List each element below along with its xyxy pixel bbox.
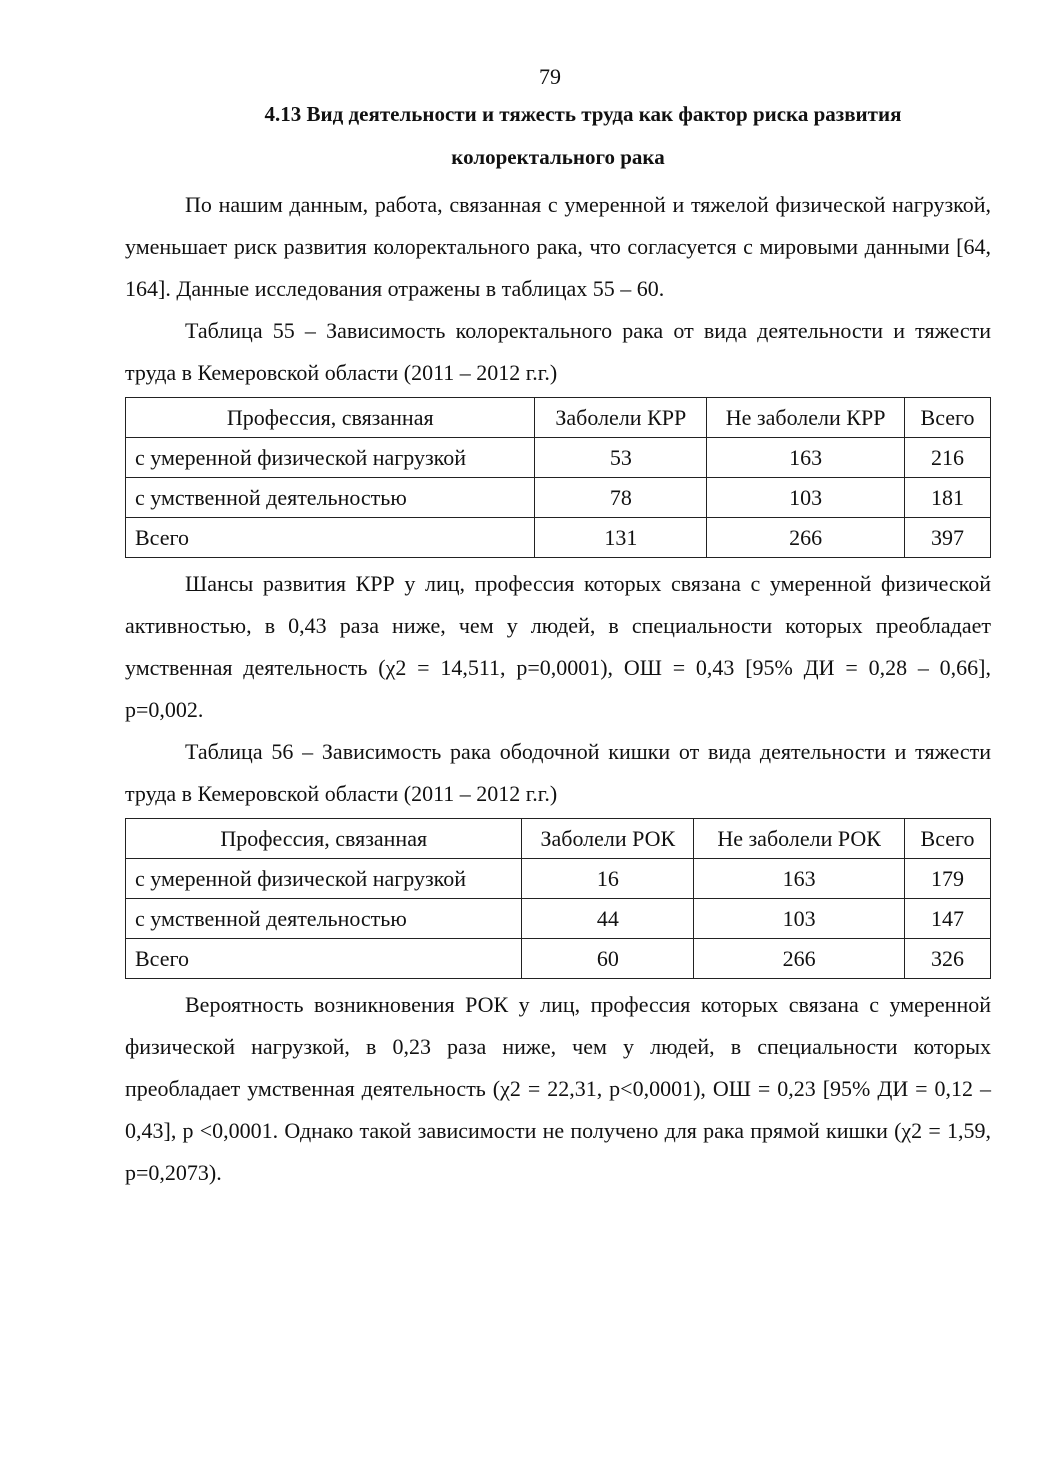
intro-text: По нашим данным, работа, связанная с умеренной и тяжелой физической нагрузкой, уменьшает риск развития колоректального рака, что согласуется с мировыми данными [64, 164]. Данные исследования отражены в таблицах 55 – 60.: [125, 192, 991, 301]
column-header: Профессия, связанная: [126, 398, 535, 438]
table-cell: 266: [694, 939, 905, 979]
table-cell: 163: [694, 859, 905, 899]
table-55-caption-text: Таблица 55 – Зависимость колоректального рака от вида деятельности и тяжести труда в Кемеровской области (2011 – 2012 г.г.): [125, 318, 991, 385]
table-cell: 103: [694, 899, 905, 939]
table-56-conclusion-text: Вероятность возникновения РОК у лиц, профессия которых связана с умеренной физической нагрузкой, в 0,23 раза ниже, чем у людей, в специальности которых преобладает умственная деятельность (χ2 = 22,31, p<0,0001), ОШ = 0,23 [95% ДИ = 0,12 – 0,43], р <0,0001. Однако такой зависимости не получено для рака прямой кишки (χ2 = 1,59, p=0,2073).: [125, 992, 991, 1185]
table-cell: 179: [905, 859, 991, 899]
section-heading-line-2: колоректального рака: [451, 145, 665, 169]
table-cell: с умеренной физической нагрузкой: [126, 859, 522, 899]
table-56-caption: [125, 731, 991, 815]
table-55-caption: [125, 310, 991, 394]
table-cell: 53: [535, 438, 707, 478]
table-row: [126, 899, 991, 939]
table-row: [126, 438, 991, 478]
column-header: Всего: [905, 398, 991, 438]
table-cell: 60: [522, 939, 694, 979]
column-header: Не заболели РОК: [694, 819, 905, 859]
column-header: Не заболели КРР: [707, 398, 905, 438]
table-cell: 103: [707, 478, 905, 518]
table-cell: Всего: [126, 518, 535, 558]
table-cell: 78: [535, 478, 707, 518]
table-cell: с умственной деятельностью: [126, 899, 522, 939]
table-row: [126, 939, 991, 979]
table-row: [126, 478, 991, 518]
table-55-conclusion: [125, 563, 991, 731]
column-header: Заболели РОК: [522, 819, 694, 859]
column-header: Всего: [905, 819, 991, 859]
table-56-conclusion: [125, 984, 991, 1194]
table-cell: 16: [522, 859, 694, 899]
section-heading-line-1: 4.13 Вид деятельности и тяжесть труда как фактор риска развития: [264, 102, 902, 126]
table-cell: 163: [707, 438, 905, 478]
table-56-caption-text: Таблица 56 – Зависимость рака ободочной кишки от вида деятельности и тяжести труда в Кемеровской области (2011 – 2012 г.г.): [125, 739, 991, 806]
table-cell: 397: [905, 518, 991, 558]
table-55-conclusion-text: Шансы развития КРР у лиц, профессия которых связана с умеренной физической активностью, в 0,43 раза ниже, чем у людей, в специальности которых преобладает умственная деятельность (χ2 = 14,511, p=0,0001), ОШ = 0,43 [95% ДИ = 0,28 – 0,66], p=0,002.: [125, 571, 991, 722]
column-header: Заболели КРР: [535, 398, 707, 438]
table-cell: 181: [905, 478, 991, 518]
table-cell: 216: [905, 438, 991, 478]
table-row: [126, 859, 991, 899]
column-header: Профессия, связанная: [126, 819, 522, 859]
table-55: [125, 397, 991, 558]
table-header-row: [126, 398, 991, 438]
table-cell: с умеренной физической нагрузкой: [126, 438, 535, 478]
intro-paragraph: [125, 184, 991, 310]
table-cell: 147: [905, 899, 991, 939]
table-cell: 266: [707, 518, 905, 558]
table-row: [126, 518, 991, 558]
table-cell: 131: [535, 518, 707, 558]
table-56: [125, 818, 991, 979]
table-cell: с умственной деятельностью: [126, 478, 535, 518]
table-cell: Всего: [126, 939, 522, 979]
table-cell: 326: [905, 939, 991, 979]
table-header-row: [126, 819, 991, 859]
table-cell: 44: [522, 899, 694, 939]
page-number: 79: [539, 64, 561, 89]
